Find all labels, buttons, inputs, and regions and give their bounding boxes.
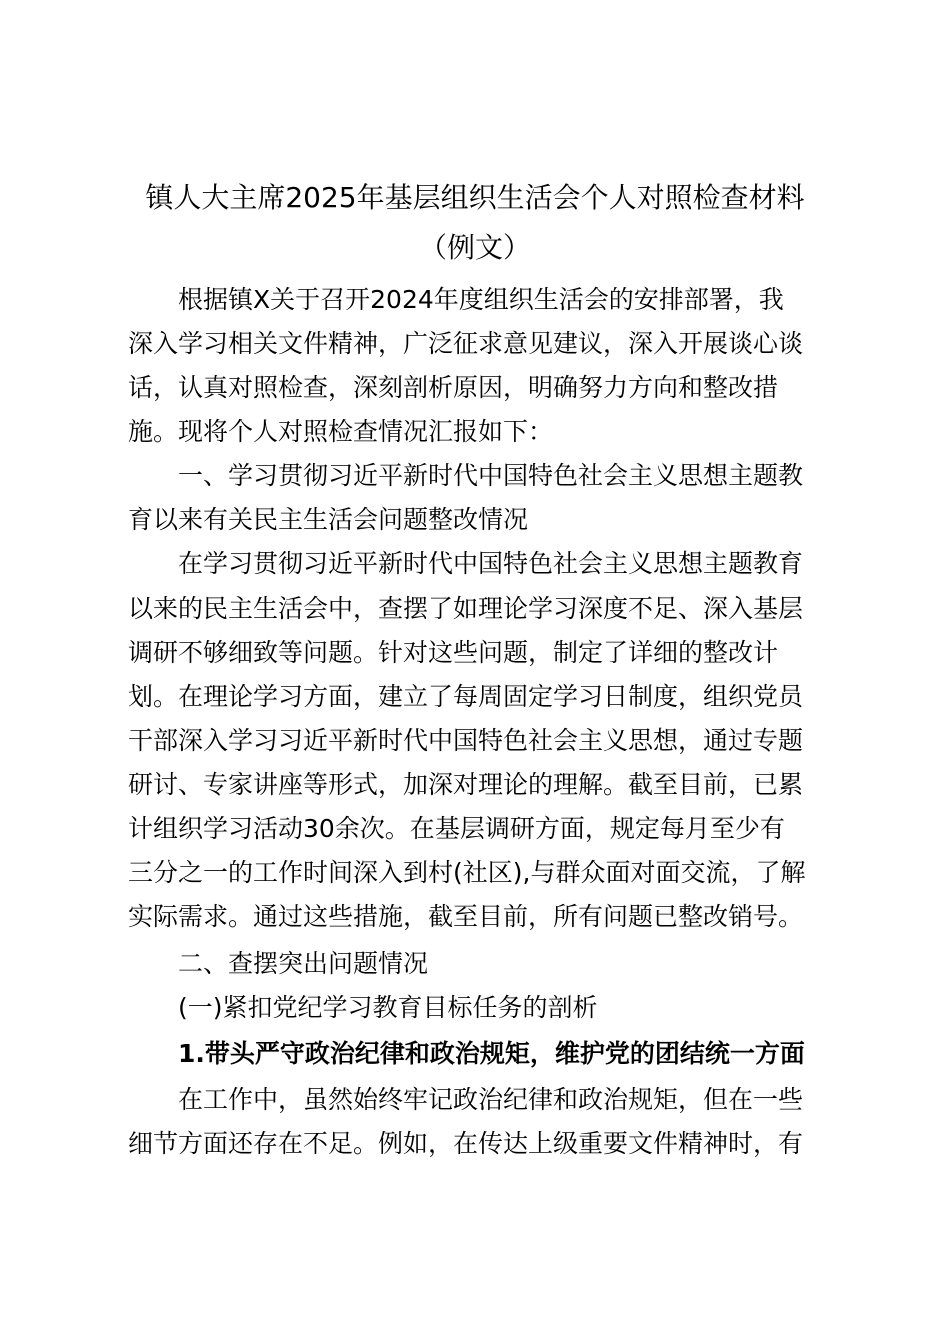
body-line-4: 施。现将个人对照检查情况汇报如下： xyxy=(128,417,554,446)
document-title-line-2: （例文） xyxy=(418,231,531,264)
subsection-heading-1: (一)紧扣党纪学习教育目标任务的剖析 xyxy=(178,993,598,1022)
body-line-11: 干部深入学习习近平新时代中国特色社会主义思想，通过专题 xyxy=(128,726,804,755)
body-line-1: 根据镇X关于召开2024年度组织生活会的安排部署，我 xyxy=(178,285,784,314)
body-line-3: 话，认真对照检查，深刻剖析原因，明确努力方向和整改措 xyxy=(128,373,779,402)
section-heading-1-line-1: 一、学习贯彻习近平新时代中国特色社会主义思想主题教 xyxy=(178,461,804,490)
body-line-12: 研讨、专家讲座等形式，加深对理论的理解。截至目前，已累 xyxy=(128,770,804,799)
body-line-13: 计组织学习活动30余次。在基层调研方面，规定每月至少有 xyxy=(128,814,785,843)
body-line-15: 实际需求。通过这些措施，截至目前，所有问题已整改销号。 xyxy=(128,902,804,931)
body-line-9: 调研不够细致等问题。针对这些问题，制定了详细的整改计 xyxy=(128,638,779,667)
body-line-2: 深入学习相关文件精神，广泛征求意见建议，深入开展谈心谈 xyxy=(128,329,804,358)
item-heading-1: 1.带头严守政治纪律和政治规矩，维护党的团结统一方面 xyxy=(178,1039,805,1068)
body-line-7: 在学习贯彻习近平新时代中国特色社会主义思想主题教育 xyxy=(178,549,804,578)
body-line-10: 划。在理论学习方面，建立了每周固定学习日制度，组织党员 xyxy=(128,682,804,711)
section-heading-1-line-2: 育以来有关民主生活会问题整改情况 xyxy=(128,505,529,534)
body-line-19: 在工作中，虽然始终牢记政治纪律和政治规矩，但在一些 xyxy=(178,1085,804,1114)
body-line-14: 三分之一的工作时间深入到村(社区),与群众面对面交流，了解 xyxy=(128,858,806,887)
section-heading-2: 二、查摆突出问题情况 xyxy=(178,949,429,978)
body-line-20: 细节方面还存在不足。例如，在传达上级重要文件精神时，有 xyxy=(128,1129,804,1158)
body-line-8: 以来的民主生活会中，查摆了如理论学习深度不足、深入基层 xyxy=(128,594,804,623)
document-title-line-1: 镇人大主席2025年基层组织生活会个人对照检查材料 xyxy=(145,181,805,214)
